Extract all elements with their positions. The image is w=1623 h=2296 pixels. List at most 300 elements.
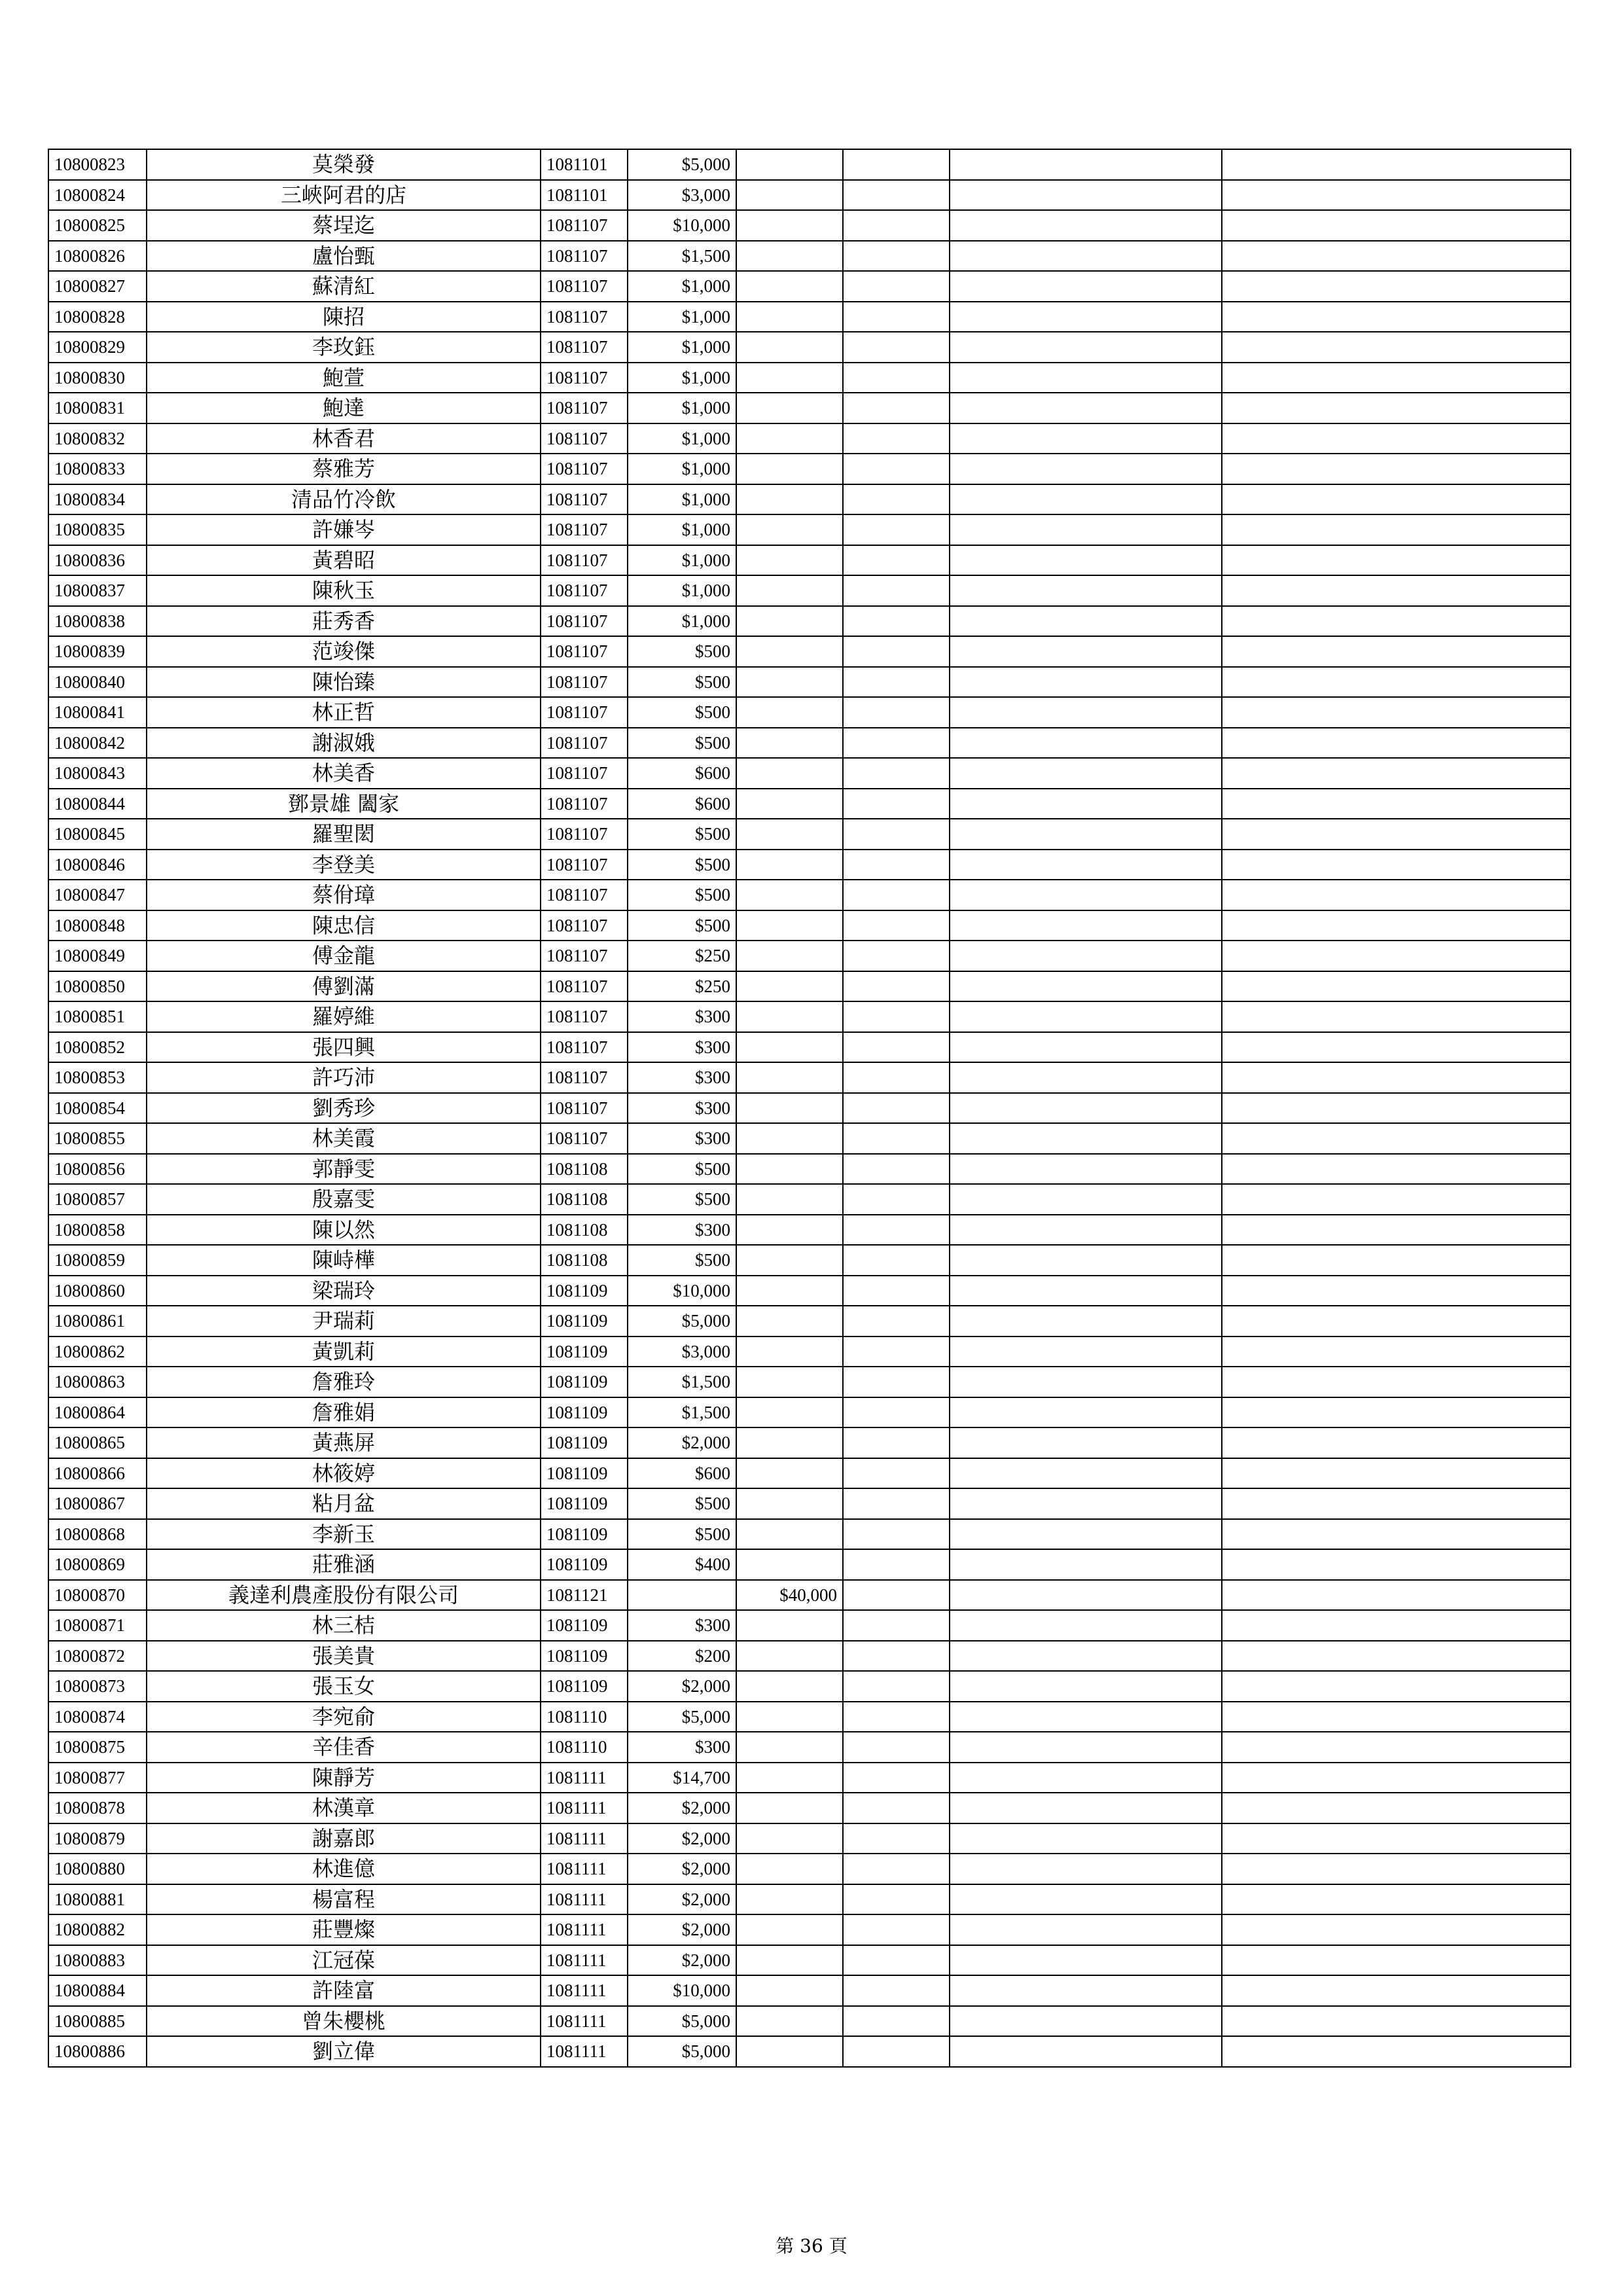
- blank-cell: [950, 1336, 1222, 1367]
- donor-name-cell: 清品竹冷飲: [147, 484, 541, 515]
- receipt-id-cell: 10800842: [48, 728, 147, 759]
- blank-cell: [950, 1245, 1222, 1276]
- table-row: [48, 1123, 1571, 1154]
- amount-cell: $300: [628, 1732, 736, 1763]
- amount-cell: $500: [628, 910, 736, 941]
- amount-alt-cell: [736, 1488, 843, 1519]
- blank-cell: [843, 149, 950, 180]
- blank-cell: [1222, 1367, 1571, 1397]
- blank-cell: [1222, 1671, 1571, 1702]
- donor-name-cell: 楊富程: [147, 1884, 541, 1915]
- amount-alt-cell: [736, 1641, 843, 1672]
- amount-cell: $2,000: [628, 1854, 736, 1884]
- donor-name-cell: 謝嘉郎: [147, 1823, 541, 1854]
- amount-cell: $500: [628, 850, 736, 880]
- blank-cell: [950, 1732, 1222, 1763]
- date-cell: 1081107: [541, 1032, 628, 1063]
- receipt-id-cell: 10800845: [48, 819, 147, 850]
- page-number: 第 36 頁: [776, 2235, 847, 2257]
- amount-cell: $300: [628, 1123, 736, 1154]
- blank-cell: [950, 819, 1222, 850]
- amount-cell: $500: [628, 880, 736, 910]
- blank-cell: [950, 1001, 1222, 1032]
- receipt-id-cell: 10800880: [48, 1854, 147, 1884]
- donor-name-cell: 曾朱櫻桃: [147, 2006, 541, 2037]
- blank-cell: [1222, 789, 1571, 819]
- donor-name-cell: 詹雅娟: [147, 1397, 541, 1428]
- receipt-id-cell: 10800853: [48, 1062, 147, 1093]
- blank-cell: [843, 545, 950, 576]
- date-cell: 1081111: [541, 1914, 628, 1945]
- amount-alt-cell: [736, 210, 843, 241]
- amount-cell: $1,000: [628, 454, 736, 484]
- date-cell: 1081107: [541, 423, 628, 454]
- blank-cell: [950, 1184, 1222, 1215]
- blank-cell: [950, 1823, 1222, 1854]
- amount-cell: $500: [628, 728, 736, 759]
- blank-cell: [843, 271, 950, 302]
- table-row: [48, 1336, 1571, 1367]
- table-row: [48, 606, 1571, 637]
- blank-cell: [1222, 1245, 1571, 1276]
- receipt-id-cell: 10800827: [48, 271, 147, 302]
- blank-cell: [950, 1093, 1222, 1124]
- amount-cell: $2,000: [628, 1945, 736, 1976]
- blank-cell: [950, 1549, 1222, 1580]
- blank-cell: [843, 1001, 950, 1032]
- blank-cell: [1222, 1763, 1571, 1793]
- amount-alt-cell: [736, 1945, 843, 1976]
- blank-cell: [843, 880, 950, 910]
- amount-alt-cell: [736, 1276, 843, 1306]
- date-cell: 1081107: [541, 514, 628, 545]
- blank-cell: [1222, 971, 1571, 1002]
- date-cell: 1081107: [541, 636, 628, 667]
- table-row: [48, 210, 1571, 241]
- amount-cell: $3,000: [628, 1336, 736, 1367]
- table-row: [48, 910, 1571, 941]
- amount-cell: $2,000: [628, 1914, 736, 1945]
- date-cell: 1081109: [541, 1367, 628, 1397]
- table-row: [48, 1945, 1571, 1976]
- blank-cell: [843, 1427, 950, 1458]
- amount-alt-cell: [736, 789, 843, 819]
- blank-cell: [950, 728, 1222, 759]
- receipt-id-cell: 10800834: [48, 484, 147, 515]
- blank-cell: [843, 1580, 950, 1611]
- blank-cell: [950, 1580, 1222, 1611]
- blank-cell: [843, 606, 950, 637]
- receipt-id-cell: 10800839: [48, 636, 147, 667]
- receipt-id-cell: 10800871: [48, 1610, 147, 1641]
- amount-alt-cell: [736, 697, 843, 728]
- table-row: [48, 575, 1571, 606]
- date-cell: 1081111: [541, 2006, 628, 2037]
- blank-cell: [1222, 941, 1571, 971]
- amount-alt-cell: [736, 332, 843, 363]
- donor-name-cell: 義達利農產股份有限公司: [147, 1580, 541, 1611]
- receipt-id-cell: 10800823: [48, 149, 147, 180]
- blank-cell: [1222, 1154, 1571, 1185]
- receipt-id-cell: 10800867: [48, 1488, 147, 1519]
- donor-name-cell: 尹瑞莉: [147, 1306, 541, 1336]
- blank-cell: [843, 697, 950, 728]
- blank-cell: [843, 941, 950, 971]
- table-row: [48, 271, 1571, 302]
- donor-name-cell: 陳秋玉: [147, 575, 541, 606]
- table-row: [48, 332, 1571, 363]
- blank-cell: [950, 941, 1222, 971]
- amount-alt-cell: [736, 880, 843, 910]
- blank-cell: [950, 1519, 1222, 1550]
- table-row: [48, 1427, 1571, 1458]
- donor-name-cell: 江冠葆: [147, 1945, 541, 1976]
- blank-cell: [1222, 1580, 1571, 1611]
- table-row: [48, 880, 1571, 910]
- blank-cell: [843, 302, 950, 332]
- blank-cell: [950, 910, 1222, 941]
- blank-cell: [950, 1641, 1222, 1672]
- donor-name-cell: 林美霞: [147, 1123, 541, 1154]
- blank-cell: [950, 241, 1222, 272]
- blank-cell: [1222, 697, 1571, 728]
- blank-cell: [843, 575, 950, 606]
- amount-alt-cell: [736, 910, 843, 941]
- blank-cell: [843, 1641, 950, 1672]
- amount-alt-cell: [736, 1093, 843, 1124]
- receipt-id-cell: 10800833: [48, 454, 147, 484]
- blank-cell: [950, 1763, 1222, 1793]
- date-cell: 1081109: [541, 1458, 628, 1489]
- amount-alt-cell: [736, 1306, 843, 1336]
- blank-cell: [843, 1854, 950, 1884]
- blank-cell: [843, 363, 950, 393]
- amount-cell: $250: [628, 941, 736, 971]
- blank-cell: [1222, 1427, 1571, 1458]
- receipt-id-cell: 10800830: [48, 363, 147, 393]
- receipt-id-cell: 10800874: [48, 1702, 147, 1732]
- amount-alt-cell: [736, 514, 843, 545]
- blank-cell: [843, 1336, 950, 1367]
- donor-name-cell: 蔡雅芳: [147, 454, 541, 484]
- date-cell: 1081111: [541, 1884, 628, 1915]
- blank-cell: [950, 1914, 1222, 1945]
- receipt-id-cell: 10800884: [48, 1975, 147, 2006]
- amount-alt-cell: [736, 1427, 843, 1458]
- amount-cell: $2,000: [628, 1671, 736, 1702]
- date-cell: 1081107: [541, 545, 628, 576]
- donor-name-cell: 謝淑娥: [147, 728, 541, 759]
- table-row: [48, 1458, 1571, 1489]
- donor-name-cell: 林三桔: [147, 1610, 541, 1641]
- date-cell: 1081111: [541, 1823, 628, 1854]
- receipt-id-cell: 10800828: [48, 302, 147, 332]
- amount-alt-cell: [736, 1914, 843, 1945]
- donor-name-cell: 范竣傑: [147, 636, 541, 667]
- receipt-id-cell: 10800854: [48, 1093, 147, 1124]
- blank-cell: [843, 210, 950, 241]
- receipt-id-cell: 10800846: [48, 850, 147, 880]
- blank-cell: [950, 789, 1222, 819]
- table-row: [48, 1641, 1571, 1672]
- amount-cell: $5,000: [628, 1306, 736, 1336]
- amount-cell: $5,000: [628, 2006, 736, 2037]
- table-row: [48, 941, 1571, 971]
- donor-name-cell: 粘月盆: [147, 1488, 541, 1519]
- blank-cell: [1222, 1306, 1571, 1336]
- amount-cell: $14,700: [628, 1763, 736, 1793]
- donor-name-cell: 張四興: [147, 1032, 541, 1063]
- amount-alt-cell: [736, 484, 843, 515]
- receipt-id-cell: 10800856: [48, 1154, 147, 1185]
- table-row: [48, 1702, 1571, 1732]
- donor-name-cell: 莫榮發: [147, 149, 541, 180]
- amount-alt-cell: [736, 149, 843, 180]
- blank-cell: [1222, 1610, 1571, 1641]
- donor-name-cell: 蔡埕迄: [147, 210, 541, 241]
- blank-cell: [1222, 484, 1571, 515]
- amount-alt-cell: [736, 1215, 843, 1246]
- blank-cell: [843, 1215, 950, 1246]
- donor-name-cell: 林正哲: [147, 697, 541, 728]
- amount-cell: $1,000: [628, 606, 736, 637]
- donor-name-cell: 羅聖閎: [147, 819, 541, 850]
- date-cell: 1081107: [541, 850, 628, 880]
- blank-cell: [1222, 1975, 1571, 2006]
- date-cell: 1081108: [541, 1184, 628, 1215]
- receipt-id-cell: 10800860: [48, 1276, 147, 1306]
- receipt-id-cell: 10800857: [48, 1184, 147, 1215]
- blank-cell: [950, 575, 1222, 606]
- amount-alt-cell: [736, 1367, 843, 1397]
- blank-cell: [843, 1884, 950, 1915]
- blank-cell: [843, 1702, 950, 1732]
- blank-cell: [1222, 1001, 1571, 1032]
- receipt-id-cell: 10800848: [48, 910, 147, 941]
- receipt-id-cell: 10800882: [48, 1914, 147, 1945]
- date-cell: 1081107: [541, 393, 628, 423]
- amount-cell: $500: [628, 697, 736, 728]
- blank-cell: [843, 1732, 950, 1763]
- date-cell: 1081109: [541, 1427, 628, 1458]
- receipt-id-cell: 10800837: [48, 575, 147, 606]
- blank-cell: [950, 1123, 1222, 1154]
- date-cell: 1081107: [541, 210, 628, 241]
- blank-cell: [950, 636, 1222, 667]
- amount-alt-cell: [736, 941, 843, 971]
- blank-cell: [843, 393, 950, 423]
- table-row: [48, 1245, 1571, 1276]
- receipt-id-cell: 10800863: [48, 1367, 147, 1397]
- amount-alt-cell: [736, 1549, 843, 1580]
- table-row: [48, 1062, 1571, 1093]
- amount-alt-cell: [736, 1671, 843, 1702]
- table-row: [48, 180, 1571, 211]
- blank-cell: [950, 484, 1222, 515]
- donor-name-cell: 蔡佾璋: [147, 880, 541, 910]
- table-row: [48, 636, 1571, 667]
- blank-cell: [1222, 2006, 1571, 2037]
- blank-cell: [1222, 1914, 1571, 1945]
- amount-alt-cell: [736, 819, 843, 850]
- amount-alt-cell: [736, 423, 843, 454]
- receipt-id-cell: 10800859: [48, 1245, 147, 1276]
- table-row: [48, 393, 1571, 423]
- receipt-id-cell: 10800865: [48, 1427, 147, 1458]
- receipt-id-cell: 10800858: [48, 1215, 147, 1246]
- receipt-id-cell: 10800852: [48, 1032, 147, 1063]
- blank-cell: [1222, 393, 1571, 423]
- blank-cell: [843, 758, 950, 789]
- table-row: [48, 1488, 1571, 1519]
- date-cell: 1081107: [541, 880, 628, 910]
- blank-cell: [1222, 1276, 1571, 1306]
- blank-cell: [950, 302, 1222, 332]
- date-cell: 1081107: [541, 728, 628, 759]
- amount-cell: $500: [628, 1488, 736, 1519]
- blank-cell: [1222, 1793, 1571, 1823]
- amount-alt-cell: [736, 575, 843, 606]
- blank-cell: [950, 423, 1222, 454]
- receipt-id-cell: 10800841: [48, 697, 147, 728]
- date-cell: 1081108: [541, 1154, 628, 1185]
- blank-cell: [843, 1032, 950, 1063]
- table-row: [48, 1914, 1571, 1945]
- blank-cell: [843, 910, 950, 941]
- amount-cell: $1,500: [628, 1367, 736, 1397]
- date-cell: 1081107: [541, 575, 628, 606]
- table-row: [48, 545, 1571, 576]
- blank-cell: [950, 667, 1222, 698]
- amount-alt-cell: [736, 1854, 843, 1884]
- date-cell: 1081107: [541, 1123, 628, 1154]
- amount-alt-cell: [736, 1184, 843, 1215]
- blank-cell: [843, 1123, 950, 1154]
- blank-cell: [843, 1763, 950, 1793]
- blank-cell: [1222, 1488, 1571, 1519]
- amount-alt-cell: [736, 667, 843, 698]
- receipt-id-cell: 10800829: [48, 332, 147, 363]
- amount-alt-cell: [736, 1062, 843, 1093]
- receipt-id-cell: 10800886: [48, 2036, 147, 2067]
- date-cell: 1081107: [541, 667, 628, 698]
- date-cell: 1081107: [541, 941, 628, 971]
- receipt-id-cell: 10800869: [48, 1549, 147, 1580]
- amount-alt-cell: [736, 1458, 843, 1489]
- blank-cell: [1222, 1397, 1571, 1428]
- table-row: [48, 1763, 1571, 1793]
- blank-cell: [1222, 271, 1571, 302]
- blank-cell: [950, 880, 1222, 910]
- table-row: [48, 484, 1571, 515]
- amount-cell: $250: [628, 971, 736, 1002]
- amount-alt-cell: [736, 1763, 843, 1793]
- donor-name-cell: 李玫鈺: [147, 332, 541, 363]
- amount-cell: $300: [628, 1093, 736, 1124]
- donor-name-cell: 梁瑞玲: [147, 1276, 541, 1306]
- donor-name-cell: 劉立偉: [147, 2036, 541, 2067]
- date-cell: 1081107: [541, 484, 628, 515]
- blank-cell: [1222, 606, 1571, 637]
- blank-cell: [1222, 880, 1571, 910]
- blank-cell: [1222, 1641, 1571, 1672]
- table-row: [48, 1519, 1571, 1550]
- amount-cell: $600: [628, 1458, 736, 1489]
- date-cell: 1081121: [541, 1580, 628, 1611]
- amount-alt-cell: [736, 850, 843, 880]
- blank-cell: [1222, 1702, 1571, 1732]
- amount-alt-cell: [736, 393, 843, 423]
- donor-name-cell: 三峽阿君的店: [147, 180, 541, 211]
- blank-cell: [1222, 636, 1571, 667]
- blank-cell: [950, 1702, 1222, 1732]
- amount-cell: $500: [628, 667, 736, 698]
- amount-cell: $1,000: [628, 332, 736, 363]
- donor-name-cell: 辛佳香: [147, 1732, 541, 1763]
- date-cell: 1081111: [541, 1854, 628, 1884]
- ledger-body: [48, 149, 1571, 2067]
- receipt-id-cell: 10800885: [48, 2006, 147, 2037]
- amount-cell: $1,000: [628, 514, 736, 545]
- date-cell: 1081109: [541, 1336, 628, 1367]
- blank-cell: [843, 1458, 950, 1489]
- date-cell: 1081101: [541, 180, 628, 211]
- donor-name-cell: 林筱婷: [147, 1458, 541, 1489]
- blank-cell: [1222, 1032, 1571, 1063]
- blank-cell: [1222, 514, 1571, 545]
- date-cell: 1081109: [541, 1641, 628, 1672]
- receipt-id-cell: 10800851: [48, 1001, 147, 1032]
- blank-cell: [1222, 667, 1571, 698]
- blank-cell: [843, 1306, 950, 1336]
- table-row: [48, 1610, 1571, 1641]
- blank-cell: [843, 1519, 950, 1550]
- blank-cell: [843, 1062, 950, 1093]
- receipt-id-cell: 10800864: [48, 1397, 147, 1428]
- blank-cell: [1222, 850, 1571, 880]
- blank-cell: [950, 180, 1222, 211]
- donor-name-cell: 黃凱莉: [147, 1336, 541, 1367]
- donor-name-cell: 蘇清紅: [147, 271, 541, 302]
- amount-cell: $5,000: [628, 2036, 736, 2067]
- date-cell: 1081107: [541, 363, 628, 393]
- blank-cell: [843, 1610, 950, 1641]
- blank-cell: [950, 606, 1222, 637]
- blank-cell: [843, 850, 950, 880]
- table-row: [48, 1001, 1571, 1032]
- blank-cell: [950, 545, 1222, 576]
- donor-name-cell: 李新玉: [147, 1519, 541, 1550]
- table-row: [48, 1671, 1571, 1702]
- amount-cell: $10,000: [628, 1975, 736, 2006]
- date-cell: 1081107: [541, 819, 628, 850]
- blank-cell: [843, 1823, 950, 1854]
- blank-cell: [950, 1032, 1222, 1063]
- receipt-id-cell: 10800881: [48, 1884, 147, 1915]
- blank-cell: [843, 728, 950, 759]
- amount-cell: $5,000: [628, 1702, 736, 1732]
- table-row: [48, 1975, 1571, 2006]
- blank-cell: [950, 1488, 1222, 1519]
- blank-cell: [843, 1975, 950, 2006]
- blank-cell: [950, 2006, 1222, 2037]
- receipt-id-cell: 10800879: [48, 1823, 147, 1854]
- blank-cell: [950, 1367, 1222, 1397]
- blank-cell: [950, 1975, 1222, 2006]
- table-row: [48, 1184, 1571, 1215]
- blank-cell: [843, 180, 950, 211]
- blank-cell: [1222, 910, 1571, 941]
